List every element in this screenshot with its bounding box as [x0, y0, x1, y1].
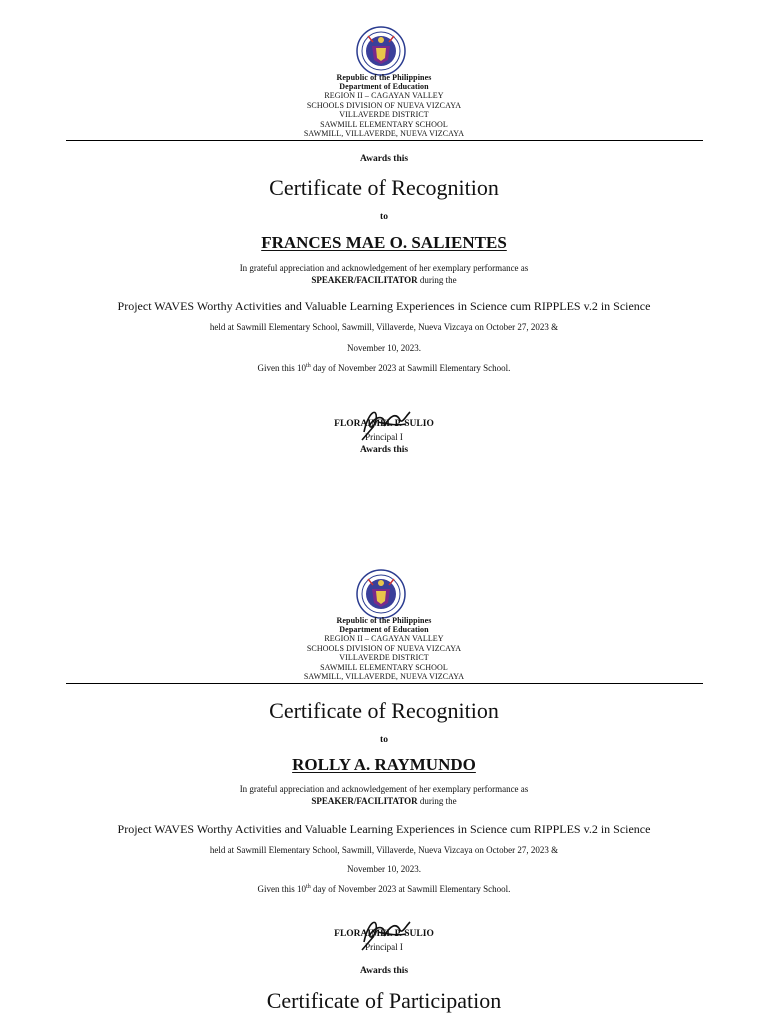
given-prefix: Given this 10 [257, 363, 307, 373]
to-label: to [380, 212, 388, 222]
project-title: Project WAVES Worthy Activities and Valuable Learning Experiences in Science cum RIPPLES v.2 in Science [117, 299, 651, 313]
deped-seal-icon [356, 569, 406, 619]
header-region: REGION II – CAGAYAN VALLEY [324, 634, 444, 643]
given-suffix: day of November 2023 at Sawmill Elementary School. [310, 363, 511, 373]
header-school: SAWMILL ELEMENTARY SCHOOL [320, 663, 448, 672]
given-prefix: Given this 10 [257, 884, 307, 894]
header-division: SCHOOLS DIVISION OF NUEVA VIZCAYA [306, 101, 462, 110]
header-division: SCHOOLS DIVISION OF NUEVA VIZCAYA [306, 644, 462, 653]
signatory-position: Principal I [365, 432, 403, 442]
header-divider [66, 140, 703, 141]
role-text: SPEAKER/FACILITATOR [311, 275, 418, 285]
held-at-text: held at Sawmill Elementary School, Sawmill, Villaverde, Nueva Vizcaya on October 27, 2023 & [209, 845, 559, 855]
project-title: Project WAVES Worthy Activities and Valuable Learning Experiences in Science cum RIPPLES v.2 in Science [117, 822, 651, 836]
given-sup: th [306, 363, 311, 369]
appreciation-text: In grateful appreciation and acknowledgement of her exemplary performance as [239, 784, 529, 794]
header-region: REGION II – CAGAYAN VALLEY [324, 91, 444, 100]
role-text: SPEAKER/FACILITATOR [311, 796, 418, 806]
trailing-awards-this: Awards this [359, 445, 409, 455]
header-divider [66, 683, 703, 684]
header-republic: Republic of the Philippines [336, 616, 432, 625]
given-suffix: day of November 2023 at Sawmill Elementary School. [310, 884, 511, 894]
handwritten-signature [356, 402, 416, 442]
header-address: SAWMILL, VILLAVERDE, NUEVA VIZCAYA [303, 672, 465, 681]
header-address: SAWMILL, VILLAVERDE, NUEVA VIZCAYA [303, 129, 465, 138]
handwritten-signature [356, 912, 416, 952]
role-suffix: during the [417, 275, 457, 285]
held-date-text: November 10, 2023. [347, 343, 421, 353]
header-district: VILLAVERDE DISTRICT [339, 653, 429, 662]
header-republic: Republic of the Philippines [336, 73, 432, 82]
to-label: to [380, 735, 388, 745]
signatory-position: Principal I [365, 942, 403, 952]
recipient-name: FRANCES MAE O. SALIENTES [261, 233, 507, 252]
header-school: SAWMILL ELEMENTARY SCHOOL [320, 120, 448, 129]
role-line [0, 797, 768, 806]
certificate-title: Certificate of Participation [266, 988, 502, 1013]
certificate-title: Certificate of Recognition [269, 175, 499, 200]
deped-seal-icon [356, 26, 406, 76]
header-district: VILLAVERDE DISTRICT [339, 110, 429, 119]
given-text [0, 884, 768, 894]
held-date-text: November 10, 2023. [347, 864, 421, 874]
given-sup: th [306, 884, 311, 890]
header-department: Department of Education [339, 625, 429, 634]
certificate-title: Certificate of Recognition [269, 698, 499, 723]
role-suffix: during the [417, 796, 457, 806]
signatory-name: FLORAIMEL P. SULIO [334, 929, 434, 939]
held-at-text: held at Sawmill Elementary School, Sawmill, Villaverde, Nueva Vizcaya on October 27, 2023 & [209, 322, 559, 332]
appreciation-text: In grateful appreciation and acknowledgement of her exemplary performance as [239, 263, 529, 273]
header-department: Department of Education [339, 82, 429, 91]
signatory-name: FLORAIMEL P. SULIO [334, 419, 434, 429]
awards-this-label: Awards this [359, 966, 409, 976]
awards-this-label: Awards this [359, 154, 409, 164]
recipient-name: ROLLY A. RAYMUNDO [292, 755, 476, 774]
role-line [0, 276, 768, 285]
given-text [0, 363, 768, 373]
